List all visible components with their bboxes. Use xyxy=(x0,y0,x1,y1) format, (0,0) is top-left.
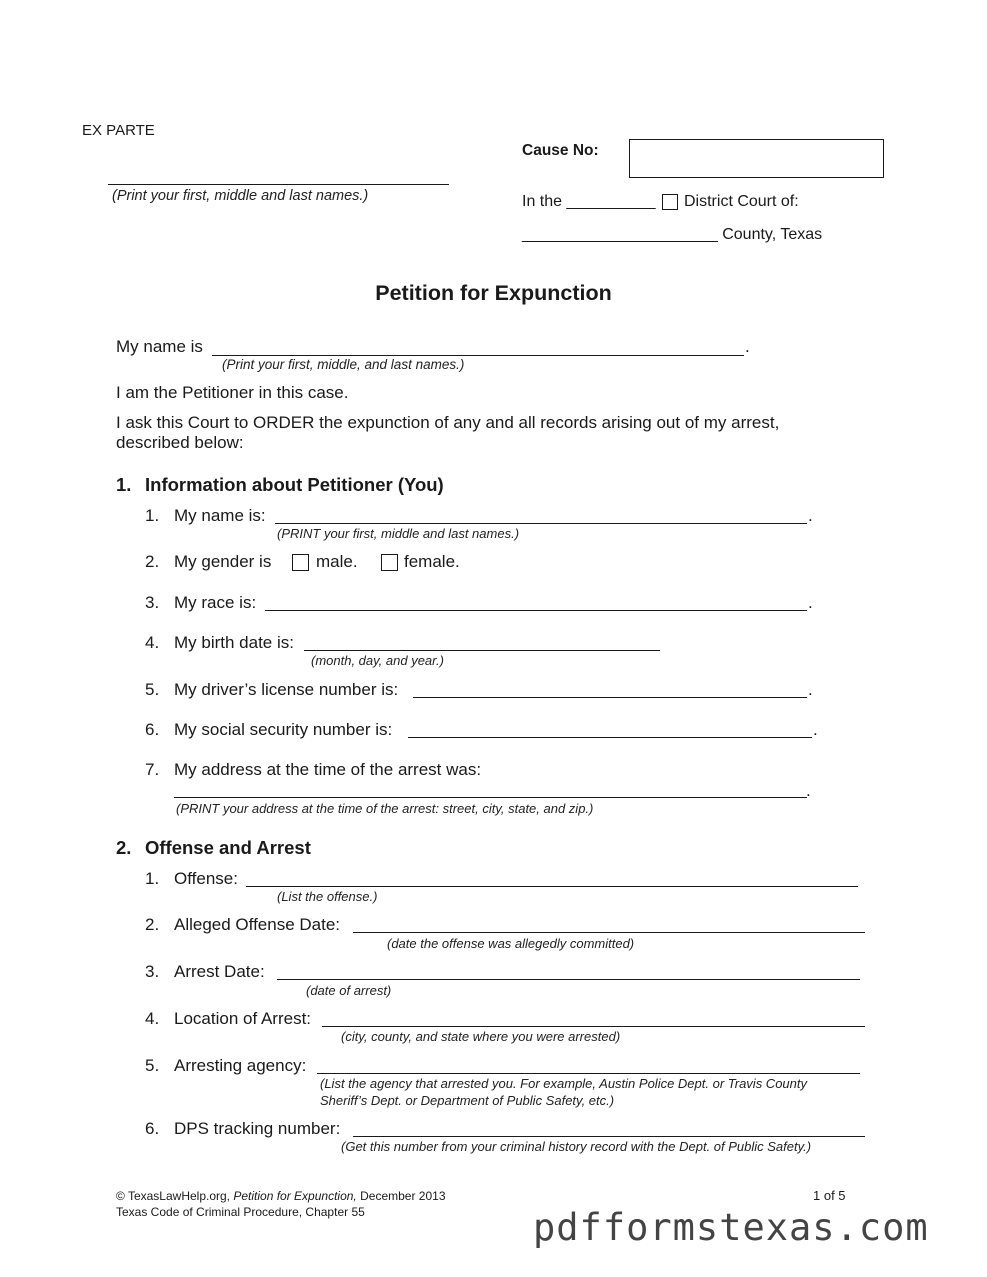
s2-arrest-date-hint: (date of arrest) xyxy=(306,983,392,998)
district-court-label: District Court of: xyxy=(684,193,799,210)
s1-item-3-number: 3. xyxy=(145,593,160,612)
s2-arrest-date-label: Arrest Date: xyxy=(174,962,265,981)
s1-license-period: . xyxy=(808,680,813,699)
s1-birthdate-field[interactable] xyxy=(304,650,660,651)
footer-code: Texas Code of Criminal Procedure, Chapter 55 xyxy=(116,1205,365,1219)
s1-ssn-label: My social security number is: xyxy=(174,720,393,739)
county-field[interactable]: ______________________ xyxy=(522,226,718,243)
section-2-heading: Offense and Arrest xyxy=(145,837,311,858)
s2-location-hint: (city, county, and state where you were arrested) xyxy=(341,1029,621,1044)
s2-agency-label: Arresting agency: xyxy=(174,1056,307,1075)
s2-dps-label: DPS tracking number: xyxy=(174,1119,341,1138)
footer-copyright-prefix: © TexasLawHelp.org, xyxy=(116,1189,231,1203)
ex-parte-name-field[interactable] xyxy=(108,184,449,185)
s2-item-3-number: 3. xyxy=(145,962,160,981)
s1-race-field[interactable] xyxy=(265,610,807,611)
s1-ssn-period: . xyxy=(813,720,818,739)
in-the-label xyxy=(522,193,655,211)
s1-license-label: My driver’s license number is: xyxy=(174,680,399,699)
s1-ssn-field[interactable] xyxy=(408,737,812,738)
s1-address-period: . xyxy=(806,781,811,800)
intro-name-field[interactable] xyxy=(212,355,744,356)
county-line xyxy=(522,226,822,244)
s2-item-6-number: 6. xyxy=(145,1119,160,1138)
cause-no-label: Cause No: xyxy=(522,142,599,159)
s2-location-field[interactable] xyxy=(322,1026,865,1027)
s1-birthdate-label: My birth date is: xyxy=(174,633,294,652)
gender-male-label: male. xyxy=(316,552,358,571)
page-title: Petition for Expunction xyxy=(375,281,612,305)
s2-item-5-number: 5. xyxy=(145,1056,160,1075)
gender-female-label: female. xyxy=(404,552,460,571)
s2-offense-date-label: Alleged Offense Date: xyxy=(174,915,341,934)
s1-item-1-number: 1. xyxy=(145,506,160,525)
s2-agency-hint-2: Sheriff’s Dept. or Department of Public Safety, etc.) xyxy=(320,1093,615,1108)
s1-name-period: . xyxy=(808,506,813,525)
gender-female-checkbox[interactable] xyxy=(381,554,398,571)
s1-address-field[interactable] xyxy=(174,797,807,798)
footer-copyright xyxy=(116,1189,446,1203)
s2-dps-field[interactable] xyxy=(353,1136,865,1137)
s2-agency-hint-1: (List the agency that arrested you. For example, Austin Police Dept. or Travis County xyxy=(320,1076,807,1091)
s2-offense-label: Offense: xyxy=(174,869,238,888)
s2-location-label: Location of Arrest: xyxy=(174,1009,312,1028)
s1-name-field[interactable] xyxy=(275,523,807,524)
footer-date: December 2013 xyxy=(360,1189,446,1203)
s1-name-label: My name is: xyxy=(174,506,266,525)
s2-item-2-number: 2. xyxy=(145,915,160,934)
in-the-text: In the xyxy=(522,193,563,210)
s2-item-4-number: 4. xyxy=(145,1009,160,1028)
section-2-number: 2. xyxy=(116,837,132,858)
s2-offense-hint: (List the offense.) xyxy=(277,889,378,904)
petitioner-statement: I am the Petitioner in this case. xyxy=(116,383,349,402)
intro-name-label: My name is xyxy=(116,337,203,356)
s2-agency-field[interactable] xyxy=(317,1073,860,1074)
s1-license-field[interactable] xyxy=(413,697,807,698)
district-court-checkbox[interactable] xyxy=(662,194,678,210)
s1-name-hint: (PRINT your first, middle and last names.) xyxy=(277,526,520,541)
s1-item-4-number: 4. xyxy=(145,633,160,652)
watermark: pdfformstexas.com xyxy=(533,1206,929,1249)
footer-page-number: 1 of 5 xyxy=(813,1188,846,1203)
section-1-number: 1. xyxy=(116,474,132,495)
intro-name-hint: (Print your first, middle, and last names.) xyxy=(222,357,465,372)
s1-birthdate-hint: (month, day, and year.) xyxy=(311,653,444,668)
cause-no-input[interactable] xyxy=(629,139,884,178)
request-line-2: described below: xyxy=(116,433,244,452)
s1-address-hint: (PRINT your address at the time of the arrest: street, city, state, and zip.) xyxy=(176,801,594,816)
s2-arrest-date-field[interactable] xyxy=(277,979,860,980)
s2-offense-date-hint: (date the offense was allegedly committed) xyxy=(387,936,635,951)
s1-address-label: My address at the time of the arrest was: xyxy=(174,760,482,779)
s1-item-5-number: 5. xyxy=(145,680,160,699)
s2-item-1-number: 1. xyxy=(145,869,160,888)
s2-offense-date-field[interactable] xyxy=(353,932,865,933)
section-1-heading: Information about Petitioner (You) xyxy=(145,474,444,495)
ex-parte-label: EX PARTE xyxy=(82,122,155,139)
s2-offense-field[interactable] xyxy=(246,886,858,887)
county-texas-label: County, Texas xyxy=(722,226,823,243)
gender-male-checkbox[interactable] xyxy=(292,554,309,571)
s1-race-label: My race is: xyxy=(174,593,257,612)
s1-race-period: . xyxy=(808,593,813,612)
s1-item-6-number: 6. xyxy=(145,720,160,739)
intro-name-period: . xyxy=(745,337,750,356)
footer-form-title: Petition for Expunction, xyxy=(233,1189,357,1203)
district-number-field[interactable]: __________ xyxy=(566,193,656,210)
s1-gender-label: My gender is xyxy=(174,552,272,571)
ex-parte-name-hint: (Print your first, middle and last names.) xyxy=(112,188,369,204)
s1-item-7-number: 7. xyxy=(145,760,160,779)
s1-item-2-number: 2. xyxy=(145,552,160,571)
s2-dps-hint: (Get this number from your criminal history record with the Dept. of Public Safety.) xyxy=(341,1139,812,1154)
request-line-1: I ask this Court to ORDER the expunction of any and all records arising out of my arrest, xyxy=(116,413,780,432)
